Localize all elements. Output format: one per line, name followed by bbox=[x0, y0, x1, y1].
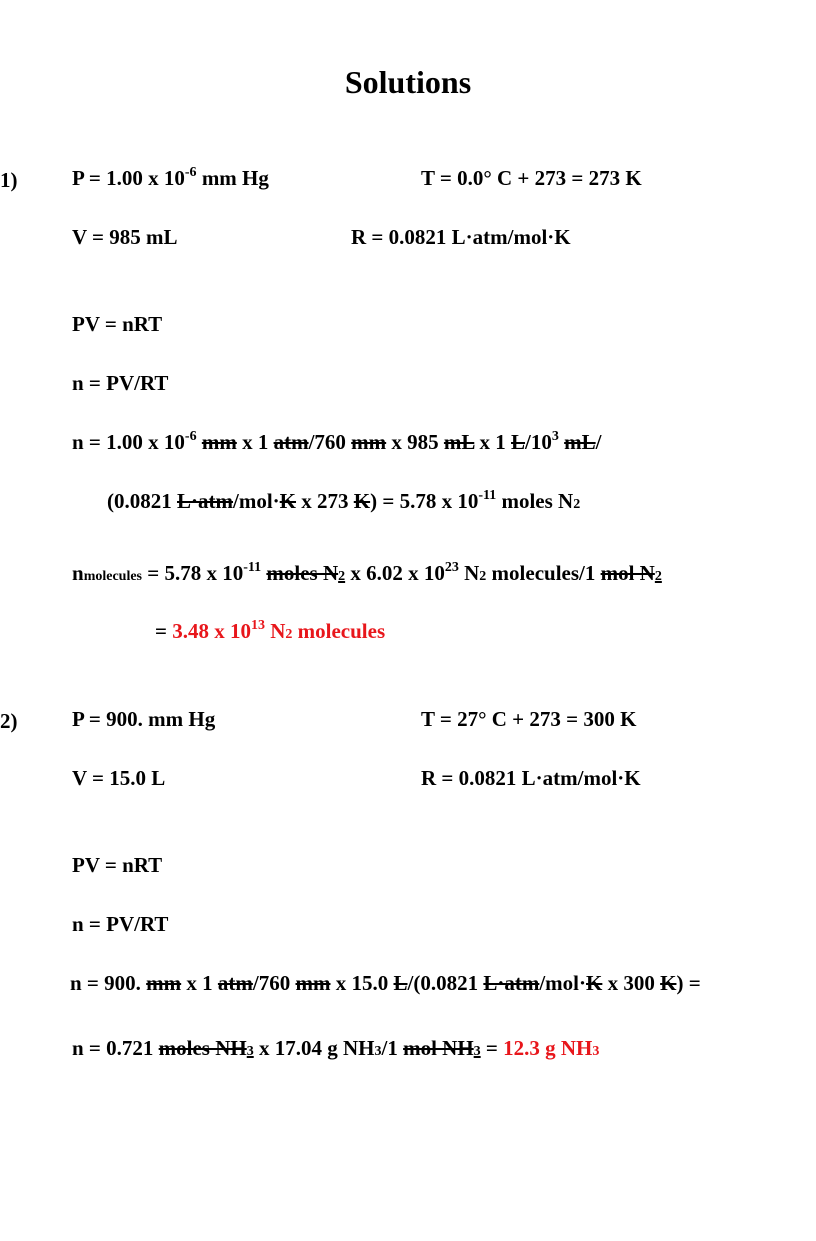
p2-given-volume: V = 15.0 L bbox=[72, 766, 166, 790]
page-title: Solutions bbox=[344, 64, 472, 100]
p1-ideal-gas-law: PV = nRT bbox=[72, 312, 163, 336]
p1-given-pressure: P = 1.00 x $10^{-6}$ mm Hg bbox=[72, 165, 269, 190]
p2-mass-calculation: n = 0.721 moles NH3 x 17.04 g NH3/1 mol NH3 = 12.3 g NH3 bbox=[72, 1036, 600, 1060]
problem-2-number: 2) bbox=[0, 709, 18, 733]
p2-given-gas-constant: R = 0.0821 L·atm/mol·K bbox=[421, 766, 641, 790]
p1-calculation-line-1: n = 1.00 x $10^{-6}$ mm x 1 atm/760 mm x 985 mL x 1 $L/10^3$ mL/ bbox=[72, 429, 602, 454]
p1-given-gas-constant: R = 0.0821 L·atm/mol·K bbox=[351, 225, 571, 249]
p2-given-pressure: P = 900. mm Hg bbox=[72, 707, 216, 731]
problem-1-number: 1) bbox=[0, 168, 18, 192]
p2-given-temperature: T = 27° C + 273 = 300 K bbox=[421, 707, 637, 731]
p1-molecules-calculation: nmolecules = 5.78 x $10^{-11}$ moles N2 x 6.02 x $10^{23}$ N2 molecules/1 mol N2 bbox=[72, 560, 662, 585]
p2-solve-for-n: n = PV/RT bbox=[72, 912, 169, 936]
p2-ideal-gas-law: PV = nRT bbox=[72, 853, 163, 877]
p1-given-temperature: T = 0.0° C + 273 = 273 K bbox=[421, 166, 642, 190]
p1-given-volume: V = 985 mL bbox=[72, 225, 178, 249]
p1-final-answer: = 3.48 x $10^{13}$ N2 molecules bbox=[155, 618, 386, 643]
p1-solve-for-n: n = PV/RT bbox=[72, 371, 169, 395]
p2-calculation-line-1: n = 900. mm x 1 atm/760 mm x 15.0 L/(0.0821 L·atm/mol·K x 300 K) = bbox=[70, 971, 701, 995]
p1-calculation-line-2: (0.0821 L·atm/mol·K x 273 K) = 5.78 x $10^{-11}$ moles N2 bbox=[107, 488, 581, 513]
